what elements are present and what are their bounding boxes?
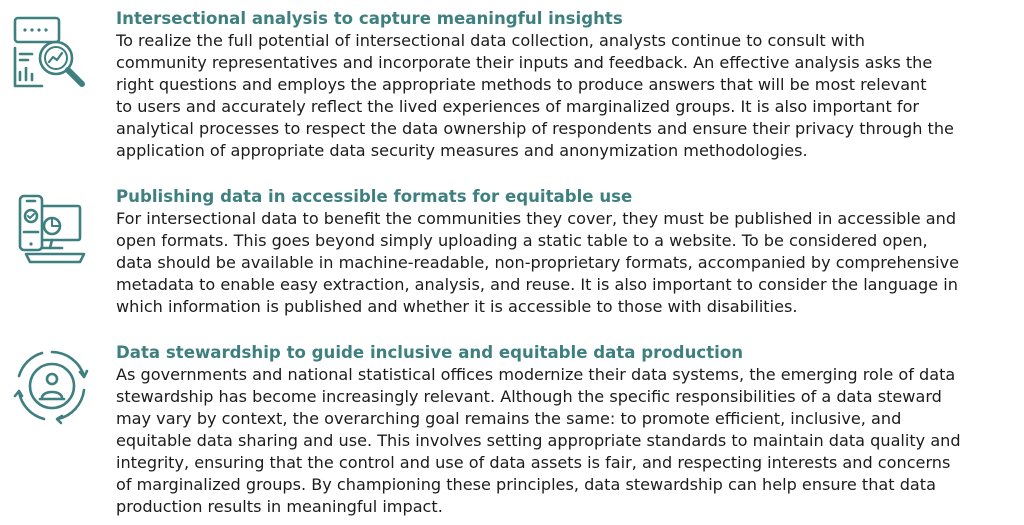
body-line: may vary by context, the overarching goal remains the same: to promote efficient, inclusive, and	[116, 409, 902, 428]
analysis-magnifier-icon	[12, 14, 92, 94]
section-body	[116, 364, 1016, 518]
body-line: data should be available in machine-readable, non-proprietary formats, accompanied by comprehensive	[116, 253, 960, 272]
section-content	[116, 342, 1016, 518]
body-line: right questions and employs the appropriate methods to produce answers that will be most relevant	[116, 75, 927, 94]
body-line: stewardship has become increasingly relevant. Although the specific responsibilities of a data steward	[116, 387, 942, 406]
body-line: metadata to enable easy extraction, analysis, and reuse. It is also important to consider the language in	[116, 275, 958, 294]
body-line: equitable data sharing and use. This involves setting appropriate standards to maintain data quality and	[116, 431, 961, 450]
section-title: Data stewardship to guide inclusive and equitable data production	[116, 343, 744, 362]
body-line: application of appropriate data security measures and anonymization methodologies.	[116, 141, 808, 160]
section-body	[116, 30, 1016, 162]
section-content	[116, 8, 1016, 162]
body-line: production results in meaningful impact.	[116, 497, 443, 516]
body-line: To realize the full potential of intersectional data collection, analysts continue to consult with	[116, 31, 866, 50]
stewardship-cycle-icon	[12, 346, 92, 426]
devices-publishing-icon	[12, 192, 92, 272]
body-line: open formats. This goes beyond simply uploading a static table to a website. To be considered open,	[116, 231, 928, 250]
body-line: which information is published and whether it is accessible to those with disabilities.	[116, 297, 798, 316]
body-line: community representatives and incorporate their inputs and feedback. An effective analysis asks the	[116, 53, 933, 72]
body-line: For intersectional data to benefit the communities they cover, they must be published in accessible and	[116, 209, 957, 228]
body-line: to users and accurately reflect the lived experiences of marginalized groups. It is also important for	[116, 97, 920, 116]
section-title: Intersectional analysis to capture meaningful insights	[116, 9, 623, 28]
section-content	[116, 186, 1016, 318]
body-line: integrity, ensuring that the control and use of data assets is fair, and respecting interests and concerns	[116, 453, 951, 472]
body-line: analytical processes to respect the data ownership of respondents and ensure their privacy through the	[116, 119, 954, 138]
section-body	[116, 208, 1016, 318]
body-line: As governments and national statistical offices modernize their data systems, the emerging role of data	[116, 365, 956, 384]
section-title: Publishing data in accessible formats for equitable use	[116, 187, 633, 206]
body-line: of marginalized groups. By championing these principles, data stewardship can help ensure that data	[116, 475, 936, 494]
